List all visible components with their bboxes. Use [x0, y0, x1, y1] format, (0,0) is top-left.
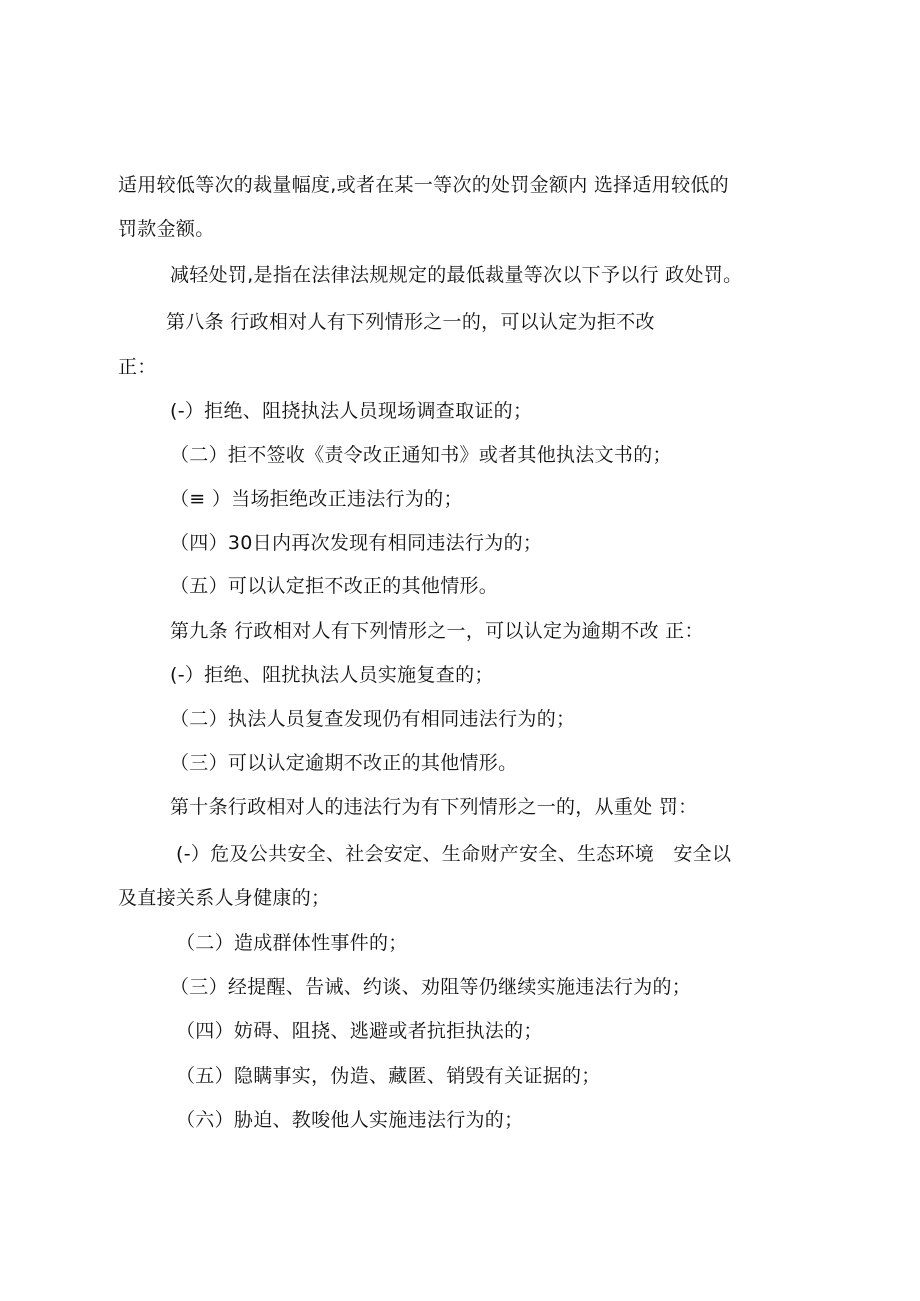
- list-item: （≡ ）当场拒绝改正违法行为的；: [170, 488, 463, 510]
- list-item: （二）造成群体性事件的；: [176, 932, 408, 954]
- list-item: （五）隐瞒事实，伪造、藏匿、销毁有关证据的；: [176, 1065, 601, 1087]
- list-item: (-）危及公共安全、社会安定、生命财产安全、生态环境 安全以: [176, 843, 732, 865]
- article-heading: 第十条行政相对人的违法行为有下列情形之一的，从重处 罚：: [170, 796, 698, 818]
- text-line: 罚款金额。: [118, 218, 215, 240]
- list-item: (-）拒绝、阻扰执法人员实施复查的；: [170, 664, 494, 686]
- text-line: 适用较低等次的裁量幅度,或者在某一等次的处罚金额内 选择适用较低的: [118, 174, 729, 196]
- list-item: （二）拒不签收《责令改正通知书》或者其他执法文书的；: [170, 444, 672, 466]
- text-line: 减轻处罚,是指在法律法规规定的最低裁量等次以下予以行 政处罚。: [170, 264, 743, 286]
- text-line: 及直接关系人身健康的；: [118, 887, 331, 909]
- list-item: （四）30日内再次发现有相同违法行为的；: [170, 532, 543, 554]
- list-item: （四）妨碍、阻挠、逃避或者抗拒执法的；: [176, 1020, 543, 1042]
- list-item: （三）可以认定逾期不改正的其他情形。: [170, 752, 518, 774]
- article-heading: 第九条 行政相对人有下列情形之一，可以认定为逾期不改 正：: [170, 620, 704, 642]
- article-heading: 第八条 行政相对人有下列情形之一的，可以认定为拒不改: [166, 311, 655, 333]
- list-item: （三）经提醒、告诫、约谈、劝阻等仍继续实施违法行为的；: [170, 976, 692, 998]
- list-item: （五）可以认定拒不改正的其他情形。: [170, 575, 499, 597]
- list-item: （二）执法人员复查发现仍有相同违法行为的；: [170, 708, 576, 730]
- text-line: 正：: [118, 356, 157, 378]
- list-item: (-）拒绝、阻挠执法人员现场调查取证的；: [170, 400, 533, 422]
- list-item: （六）胁迫、教唆他人实施违法行为的；: [176, 1109, 524, 1131]
